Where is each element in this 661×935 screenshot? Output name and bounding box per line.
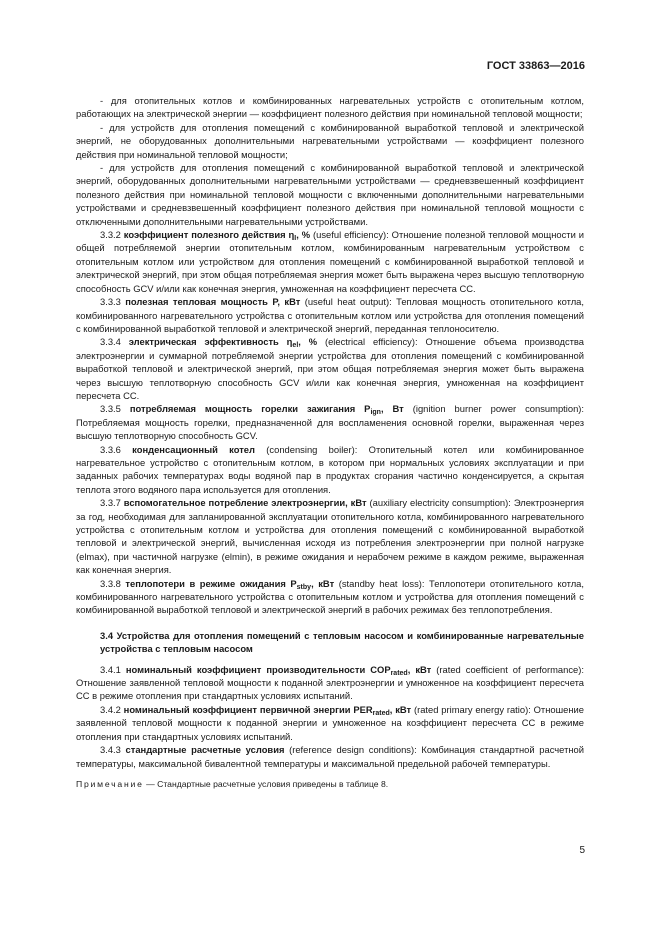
- term-title: стандартные расчетные условия: [125, 744, 285, 756]
- term-definition: (rated coefficient of performance): Отношение заявленной тепловой мощности к поданной электроэнергии и умноженное на коэффициент пересчета СС в режиме отопления при стандартных условиях испытаний.: [76, 663, 584, 702]
- list-item: - для отопительных котлов и комбинированных нагревательных устройств с отопительным котлом, работающих на электрической энергии — коэффициент полезного действия при номинальной тепловой мощности;: [76, 95, 584, 120]
- term-definition: (useful efficiency): Отношение полезной тепловой мощности и общей потребляемой энергии отопительным котлом, комбинированным нагревательным устройством с отопительным котлом или устройством для отопления помещений с комбинированной выработкой тепловой и электрической энергий, при этом общая потребляемая энергия может быть выражена через высшую теплотворную способность GCV и/или как конечная энергия, умноженная на коэффициент пересчета СС.: [76, 229, 584, 294]
- term-3-3-8: 3.3.8 теплопотери в режиме ожидания $P_{stby}$, кВт (standby heat loss): Теплопотери отопительного котла, комбинированного нагревательного устройства с отопительным котлом и устройства для отопления помещений с комбинированной выработкой тепловой и электрической энергий в рабочих режимах без теплопотребления.: [76, 577, 584, 616]
- section-heading-3-4: 3.4 Устройства для отопления помещений с тепловым насосом и комбинированные нагревательные устройства с тепловым насосом: [100, 629, 584, 655]
- term-definition: (rated primary energy ratio): Отношение заявленной тепловой мощности к поданной энергии и умноженное на коэффициент пересчета СС в режиме отопления при стандартных условиях испытаний.: [76, 703, 584, 742]
- term-3-4-2: 3.4.2 номинальный коэффициент первичной энергии $PER_{rated}$, кВт (rated primary energy ratio): Отношение заявленной тепловой мощности к поданной энергии и умноженное на коэффициент пересчета СС в режиме отопления при стандартных условиях испытаний.: [76, 703, 584, 742]
- note-label: Примечание: [76, 778, 144, 789]
- term-3-4-1: 3.4.1 номинальный коэффициент производительности $COP_{rated}$, кВт (rated coefficient of performance): Отношение заявленной тепловой мощности к поданной электроэнергии и умноженное на коэффициент пересчета СС в режиме отопления при стандартных условиях испытаний.: [76, 663, 584, 702]
- term-title: конденсационный котел: [132, 443, 255, 455]
- term-definition: (auxiliary electricity consumption): Электроэнергия за год, необходимая для запланированной эксплуатации отопительного котла, комбинированного нагревательного устройства с отопительным котлом и устройства для отопления помещений с комбинированной выработкой тепловой и электрической энергий, вычисленная исходя из потребления электроэнергии при полной нагрузке (elmax), при частичной нагрузке (elmin), в режиме ожидания и нерабочем режиме в каждом режиме, выраженная как конечная энергия.: [76, 497, 584, 576]
- term-3-3-7: 3.3.7 вспомогательное потребление электроэнергии, кВт (auxiliary electricity consumption): Электроэнергия за год, необходимая для запланированной эксплуатации отопительного котла, комбинированного нагревательного устройства с отопительным котлом и устройства для отопления помещений с комбинированной выработкой тепловой и электрической энергий, вычисленная исходя из потребления электроэнергии при полной нагрузке (elmax), при частичной нагрузке (elmin), в режиме ожидания и нерабочем режиме в каждом режиме, выраженная как конечная энергия.: [76, 497, 584, 576]
- list-item: - для устройств для отопления помещений с комбинированной выработкой тепловой и электрической энергий, не оборудованных дополнительными нагревательными устройствами — коэффициент полезного действия при номинальной тепловой мощности;: [76, 121, 584, 160]
- page-number: 5: [579, 845, 585, 856]
- term-definition: (ignition burner power consumption): Потребляемая мощность горелки, предназначенной для воспламенения основной горелки, выраженная через высшую теплотворную способность GCV.: [76, 403, 585, 442]
- standard-number: ГОСТ 33863—2016: [486, 60, 585, 72]
- term-definition: (reference design conditions): Комбинация стандартной расчетной температуры, максимальной бивалентной температуры и максимальной предельной рабочей температуры.: [76, 744, 584, 769]
- note-text: — Стандартные расчетные условия приведены в таблице 8.: [143, 778, 389, 789]
- document-body: [76, 94, 584, 791]
- term-3-3-5: 3.3.5 потребляемая мощность горелки зажигания $P_{ign}$, Вт (ignition burner power consumption): Потребляемая мощность горелки, предназначенной для воспламенения основной горелки, выраженная через высшую теплотворную способность GCV.: [76, 403, 585, 442]
- term-title: коэффициент полезного действия η: [123, 229, 295, 241]
- list-item: - для устройств для отопления помещений с комбинированной выработкой тепловой и электрической энергий, оборудованных дополнительными нагревательными устройствами — средневзвешенный коэффициент полезного действия при номинальной тепловой мощности с включенными дополнительными нагревательными устройствами и средневзвешенный коэффициент полезного действия при номинальной тепловой мощности с отключенными дополнительными нагревательными устройствами.: [76, 162, 584, 227]
- term-title: электрическая эффективность η: [128, 336, 293, 348]
- term-3-3-4: 3.3.4 электрическая эффективность $\eta_{el}$, % (electrical efficiency): Отношение объема производства электроэнергии и суммарной потребляемой энергии устройства для отопления помещений с комбинированной выработкой тепловой и электрической энергий, при этом общая потребляемая энергия может быть выражена через высшую теплотворную способность GCV и/или как конечная энергия, умноженная на коэффициент пересчета СС.: [76, 336, 585, 401]
- term-3-3-2: 3.3.2 коэффициент полезного действия $\eta_I$, % (useful efficiency): Отношение полезной тепловой мощности и общей потребляемой энергии отопительным котлом, комбинированным нагревательным устройством с отопительным котлом или устройством для отопления помещений с комбинированной выработкой тепловой и электрической энергий, при этом общая потребляемая энергия может быть выражена через высшую теплотворную способность GCV и/или как конечная энергия, умноженная на коэффициент пересчета СС.: [76, 229, 584, 294]
- term-title: вспомогательное потребление электроэнергии, кВт: [123, 497, 367, 509]
- term-title: теплопотери в режиме ожидания P: [125, 577, 297, 589]
- term-title: номинальный коэффициент первичной энергии PER: [123, 703, 373, 715]
- term-definition: (electrical efficiency): Отношение объема производства электроэнергии и суммарной потребляемой энергии устройства для отопления помещений с комбинированной выработкой тепловой и электрической энергий, при этом общая потребляемая энергия может быть выражена через высшую теплотворную способность GCV и/или как конечная энергия, умноженная на коэффициент пересчета СС.: [76, 336, 585, 401]
- term-3-3-3: 3.3.3 полезная тепловая мощность P, кВт (useful heat output): Тепловая мощность отопительного котла, комбинированного нагревательного устройства с отопительным котлом или устройства для отопления помещений с комбинированной выработкой тепловой и электрической энергий, переданная теплоносителю.: [76, 296, 584, 334]
- note: [76, 778, 584, 791]
- term-definition: (standby heat loss): Теплопотери отопительного котла, комбинированного нагревательного устройства с отопительным котлом и устройства для отопления помещений с комбинированной выработкой тепловой и электрической энергий в рабочих режимах без теплопотребления.: [76, 577, 584, 616]
- term-definition: (condensing boiler): Отопительный котел или комбинированное нагревательное устройство с отопительным котлом, в котором при нормальных условиях эксплуатации и при заданных рабочих температурах воды водяной пар в продуктах сгорания частично конденсируется, а скрытая теплота этого водяного пара используется для отопления.: [76, 443, 584, 495]
- term-3-3-6: 3.3.6 конденсационный котел (condensing boiler): Отопительный котел или комбинированное нагревательное устройство с отопительным котлом, в котором при нормальных условиях эксплуатации и при заданных рабочих температурах воды водяной пар в продуктах сгорания частично конденсируется, а скрытая теплота этого водяного пара используется для отопления.: [76, 443, 584, 495]
- term-title: номинальный коэффициент производительности COP: [125, 663, 391, 675]
- term-3-4-3: 3.4.3 стандартные расчетные условия (reference design conditions): Комбинация стандартной расчетной температуры, максимальной бивалентной температуры и максимальной предельной рабочей температуры.: [76, 744, 584, 769]
- term-definition: (useful heat output): Тепловая мощность отопительного котла, комбинированного нагревательного устройства с отопительным котлом или устройства для отопления помещений с комбинированной выработкой тепловой и электрической энергий, переданная теплоносителю.: [76, 296, 584, 334]
- term-title: полезная тепловая мощность P, кВт: [125, 296, 301, 308]
- term-title: потребляемая мощность горелки зажигания P: [129, 403, 371, 415]
